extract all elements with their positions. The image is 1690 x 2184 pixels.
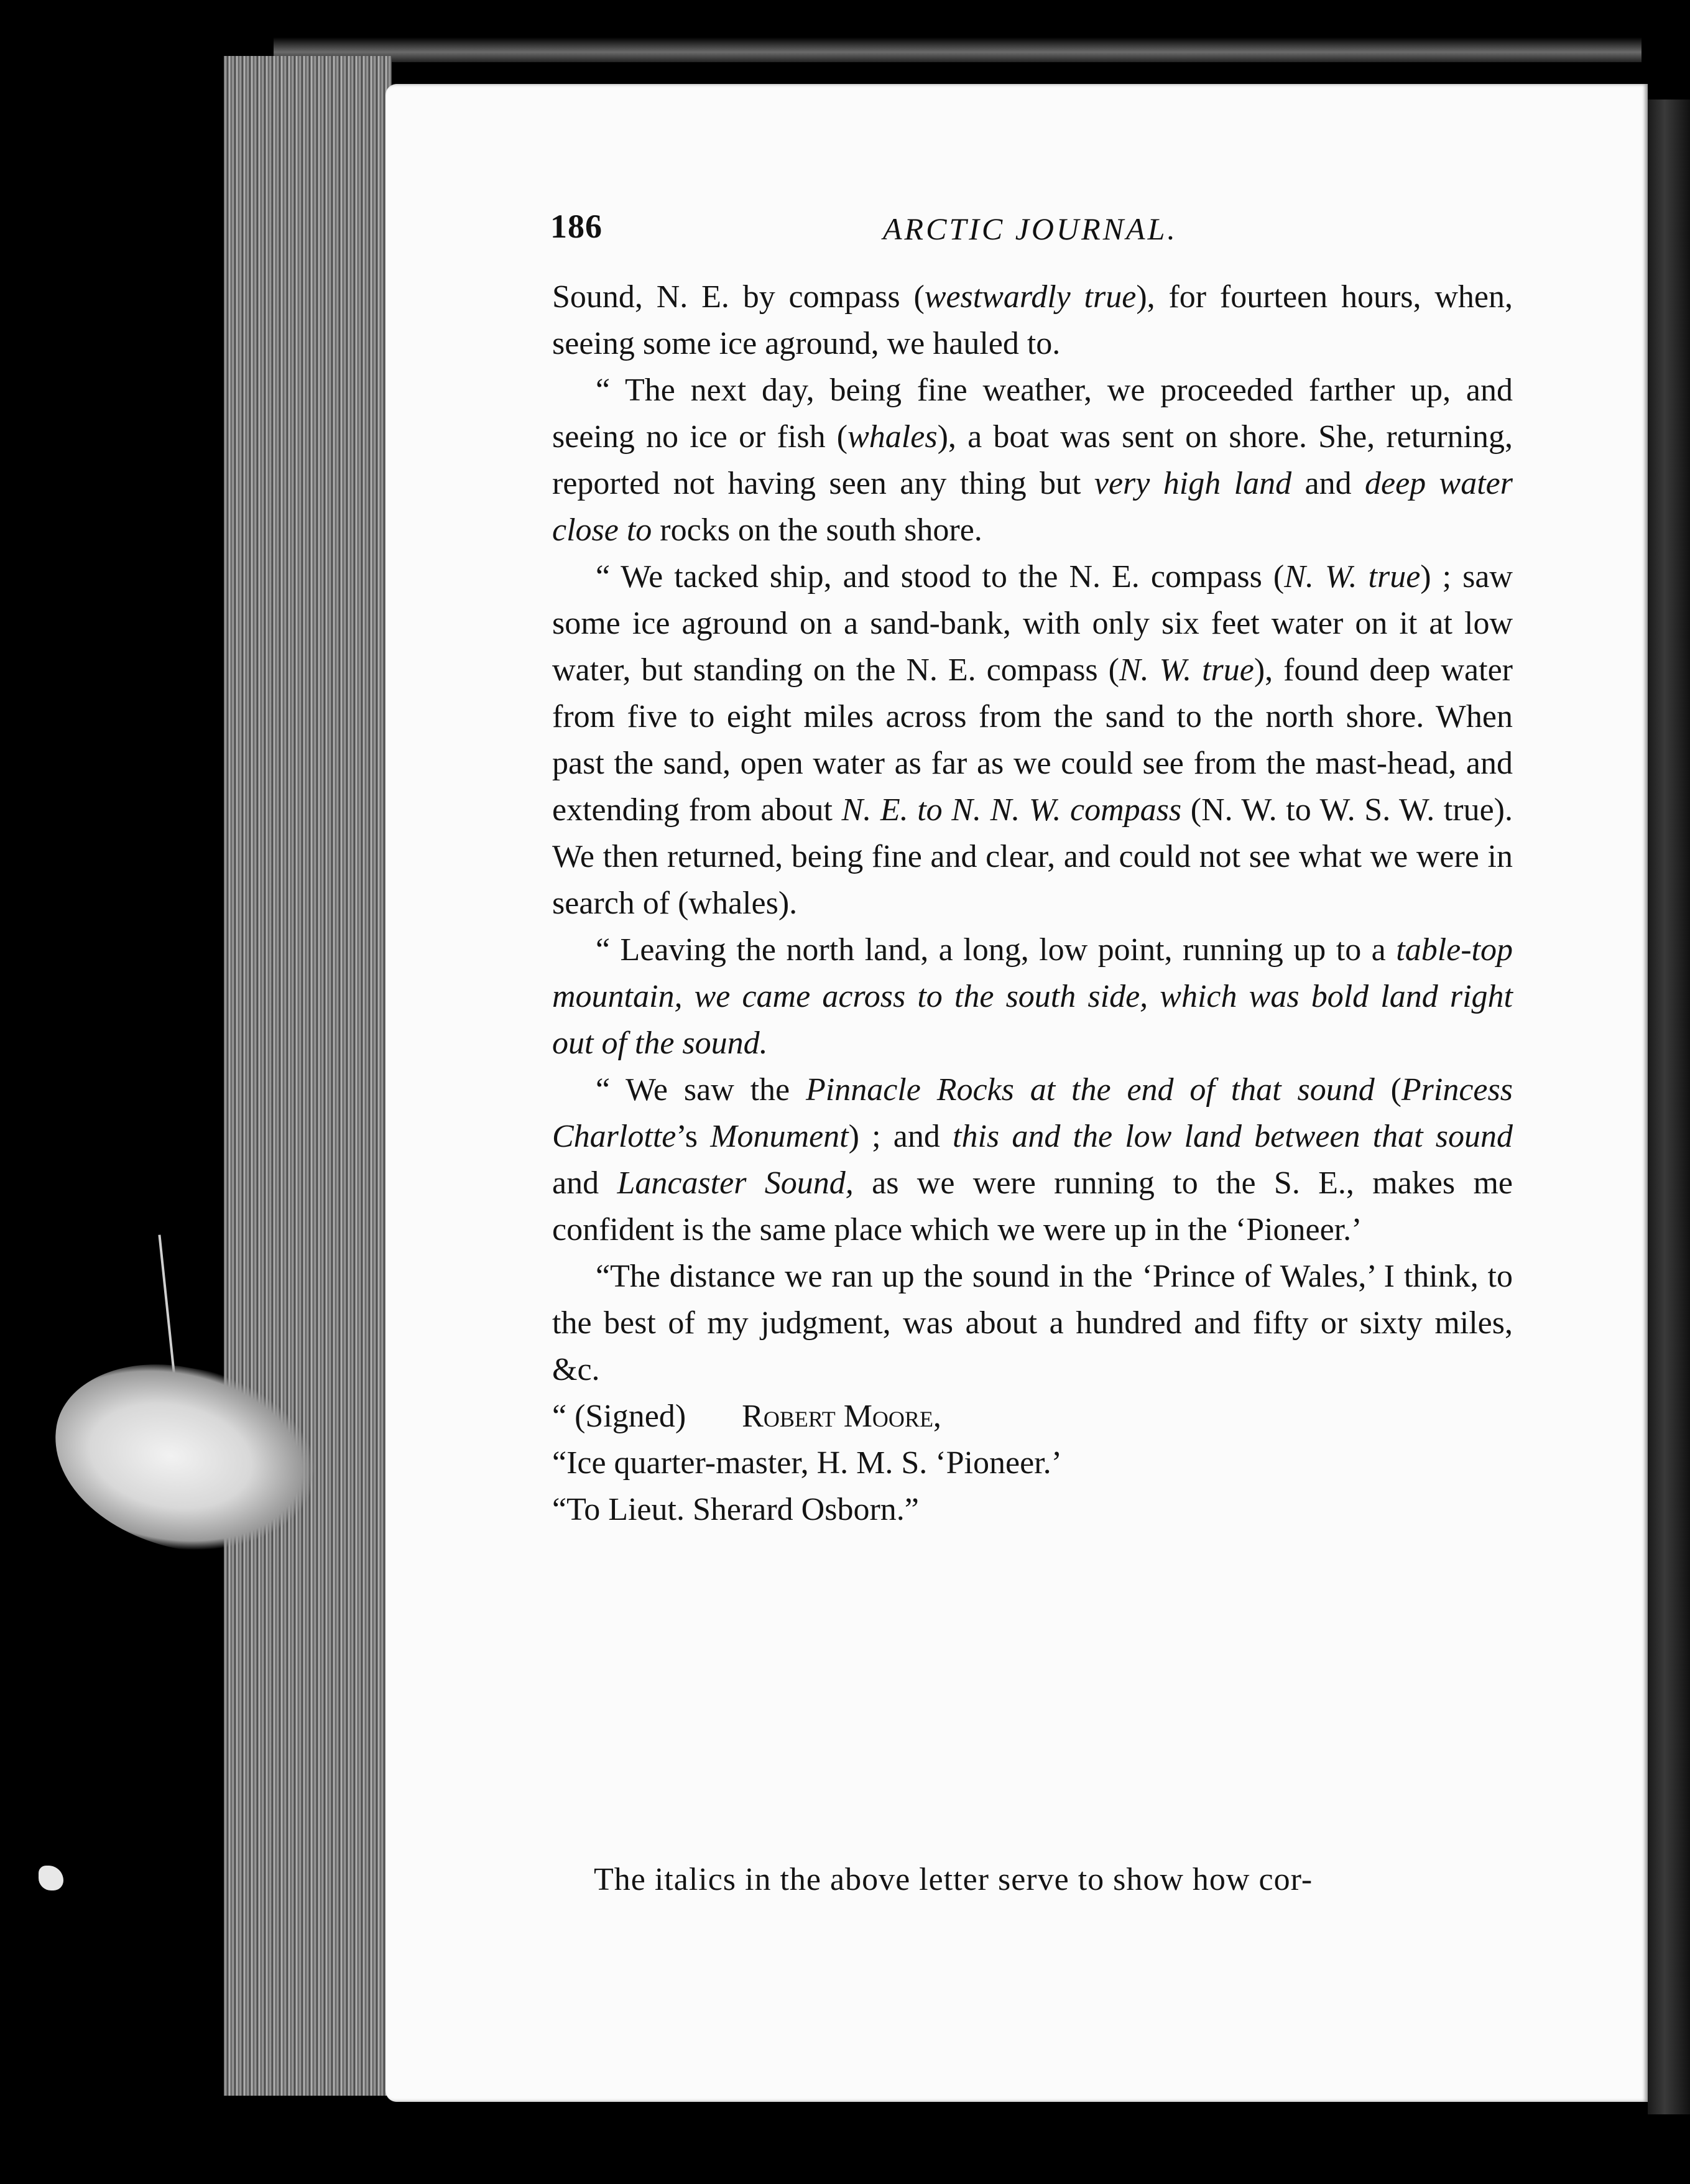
- printed-page: [386, 84, 1648, 2102]
- text-run: rocks on the south shore.: [652, 512, 982, 548]
- italic-run: whales: [847, 419, 938, 455]
- text-run: “ We saw the: [596, 1072, 806, 1108]
- text-run: and: [552, 1165, 617, 1201]
- page-number: 186: [550, 208, 603, 245]
- italic-run: table-top mountain, we came across to the south side, which was bold land right out of the sound.: [552, 932, 1513, 1061]
- text-run: (N. W. to W. S. W. true). We then returned, being fine and clear, and could not see what we were in search of (whales).: [552, 792, 1513, 921]
- signatory-title: “Ice quarter-master, H. M. S. ‘Pioneer.’: [552, 1445, 1062, 1481]
- paragraph-1: [552, 274, 1513, 367]
- adjacent-page-edge: [1648, 99, 1690, 2114]
- italic-run: very high land: [1094, 466, 1292, 501]
- text-run: and: [1291, 466, 1365, 501]
- paragraph-6: [552, 1253, 1513, 1393]
- text-run: ), for fourteen hours, when, seeing some ice aground, we hauled to.: [552, 279, 1513, 361]
- text-run: ) ; saw some ice aground on a sand-bank, with only six feet water on it at low water, but standing on the N. E. compass (: [552, 559, 1513, 688]
- text-run: “ The next day, being fine weather, we proceeded farther up, and seeing no ice or fish (: [552, 372, 1513, 455]
- book-spine-edge: [224, 56, 392, 2096]
- text-run: Sound, N. E. by compass (: [552, 279, 925, 315]
- text-run: ), a boat was sent on shore. She, returning, reported not having seen any thing but: [552, 419, 1513, 501]
- italic-run: Lancaster Sound,: [617, 1165, 854, 1201]
- italic-run: westwardly true: [924, 279, 1137, 315]
- paragraph-5: [552, 1067, 1513, 1253]
- running-title: ARCTIC JOURNAL.: [883, 211, 1178, 246]
- signatory-name: Robert Moore,: [742, 1399, 941, 1434]
- letter-addressee: “To Lieut. Sherard Osborn.”: [552, 1492, 919, 1527]
- text-run: ’s: [676, 1119, 711, 1154]
- signature-line: [552, 1393, 1513, 1440]
- italic-run: Princess Charlotte: [552, 1072, 1513, 1154]
- text-run: ), found deep water from five to eight miles across from the sand to the north shore. When past the sand, open water as far as we could see from the mast-head, and extending from about: [552, 652, 1513, 828]
- paragraph-3: [552, 553, 1513, 927]
- italic-run: Monument: [710, 1119, 849, 1154]
- paragraph-2: [552, 367, 1513, 553]
- paragraph-4: [552, 927, 1513, 1067]
- book-top-edge: [274, 37, 1642, 62]
- text-run: ) ; and: [848, 1119, 953, 1154]
- text-run: “ We tacked ship, and stood to the N. E. compass (: [596, 559, 1285, 595]
- text-run: (: [1374, 1072, 1401, 1108]
- italic-run: N. E. to N. N. W. compass: [841, 792, 1182, 828]
- running-head: [550, 207, 1545, 257]
- dust-speck: [39, 1866, 63, 1890]
- text-run: “ Leaving the north land, a long, low point, running up to a: [596, 932, 1397, 968]
- italic-run: deep water close to: [552, 466, 1513, 548]
- italic-run: N. W. true: [1284, 559, 1421, 595]
- italic-run: this and the low land between that sound: [953, 1119, 1513, 1154]
- closing-line: The italics in the above letter serve to show how cor-: [594, 1862, 1313, 1897]
- page-body-text: [552, 274, 1513, 1533]
- text-run: “The distance we ran up the sound in the ‘Prince of Wales,’ I think, to the best of my judgment, was about a hundred and fifty or sixty miles, &c.: [552, 1259, 1513, 1387]
- signed-label: “ (Signed): [552, 1399, 686, 1434]
- italic-run: Pinnacle Rocks at the end of that sound: [806, 1072, 1375, 1108]
- text-run: as we were running to the S. E., makes me confident is the same place which we were up in the ‘Pioneer.’: [552, 1165, 1513, 1247]
- italic-run: N. W. true: [1119, 652, 1254, 688]
